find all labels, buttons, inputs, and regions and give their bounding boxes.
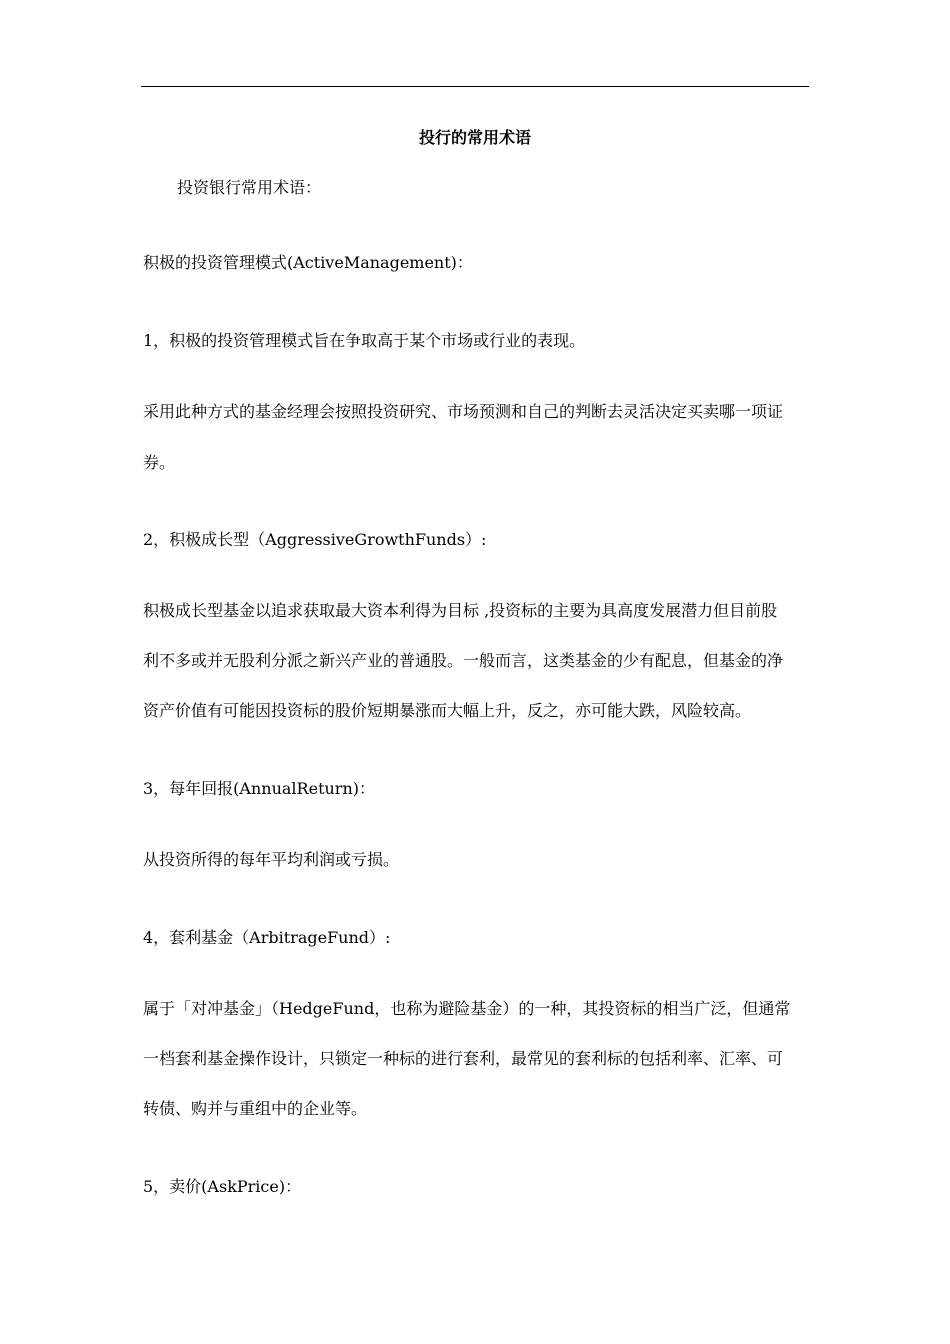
text-line: 4，套利基金（ArbitrageFund）: — [143, 928, 391, 947]
text-line: 资产价值有可能因投资标的股价短期暴涨而大幅上升，反之，亦可能大跌，风险较高。 — [143, 701, 752, 720]
intro-line: 投资银行常用术语： — [177, 178, 322, 197]
text-line: 5，卖价(AskPrice)： — [143, 1177, 302, 1196]
header-rule — [141, 86, 809, 87]
text-line: 2，积极成长型（AggressiveGrowthFunds）: — [143, 530, 487, 549]
document-title: 投行的常用术语 — [418, 128, 531, 147]
text-line: 采用此种方式的基金经理会按照投资研究、市场预测和自己的判断去灵活决定买卖哪一项证 — [143, 402, 784, 421]
text-line: 积极成长型基金以追求获取最大资本利得为目标 ,投资标的主要为具高度发展潜力但目前股 — [143, 601, 778, 620]
text-line: 积极的投资管理模式(ActiveManagement)： — [143, 253, 473, 272]
text-line: 一档套利基金操作设计，只锁定一种标的进行套利，最常见的套利标的包括利率、汇率、可 — [143, 1049, 784, 1068]
text-line: 1，积极的投资管理模式旨在争取高于某个市场或行业的表现。 — [143, 331, 586, 350]
text-line: 3，每年回报(AnnualReturn)： — [143, 779, 375, 798]
text-line: 从投资所得的每年平均利润或亏损。 — [143, 850, 400, 869]
text-line: 利不多或并无股利分派之新兴产业的普通股。一般而言，这类基金的少有配息，但基金的净 — [143, 651, 784, 670]
text-line: 券。 — [143, 453, 176, 472]
text-line: 属于「对冲基金」（HedgeFund，也称为避险基金）的一种，其投资标的相当广泛，但通常 — [143, 999, 791, 1018]
text-line: 转债、购并与重组中的企业等。 — [143, 1099, 368, 1118]
